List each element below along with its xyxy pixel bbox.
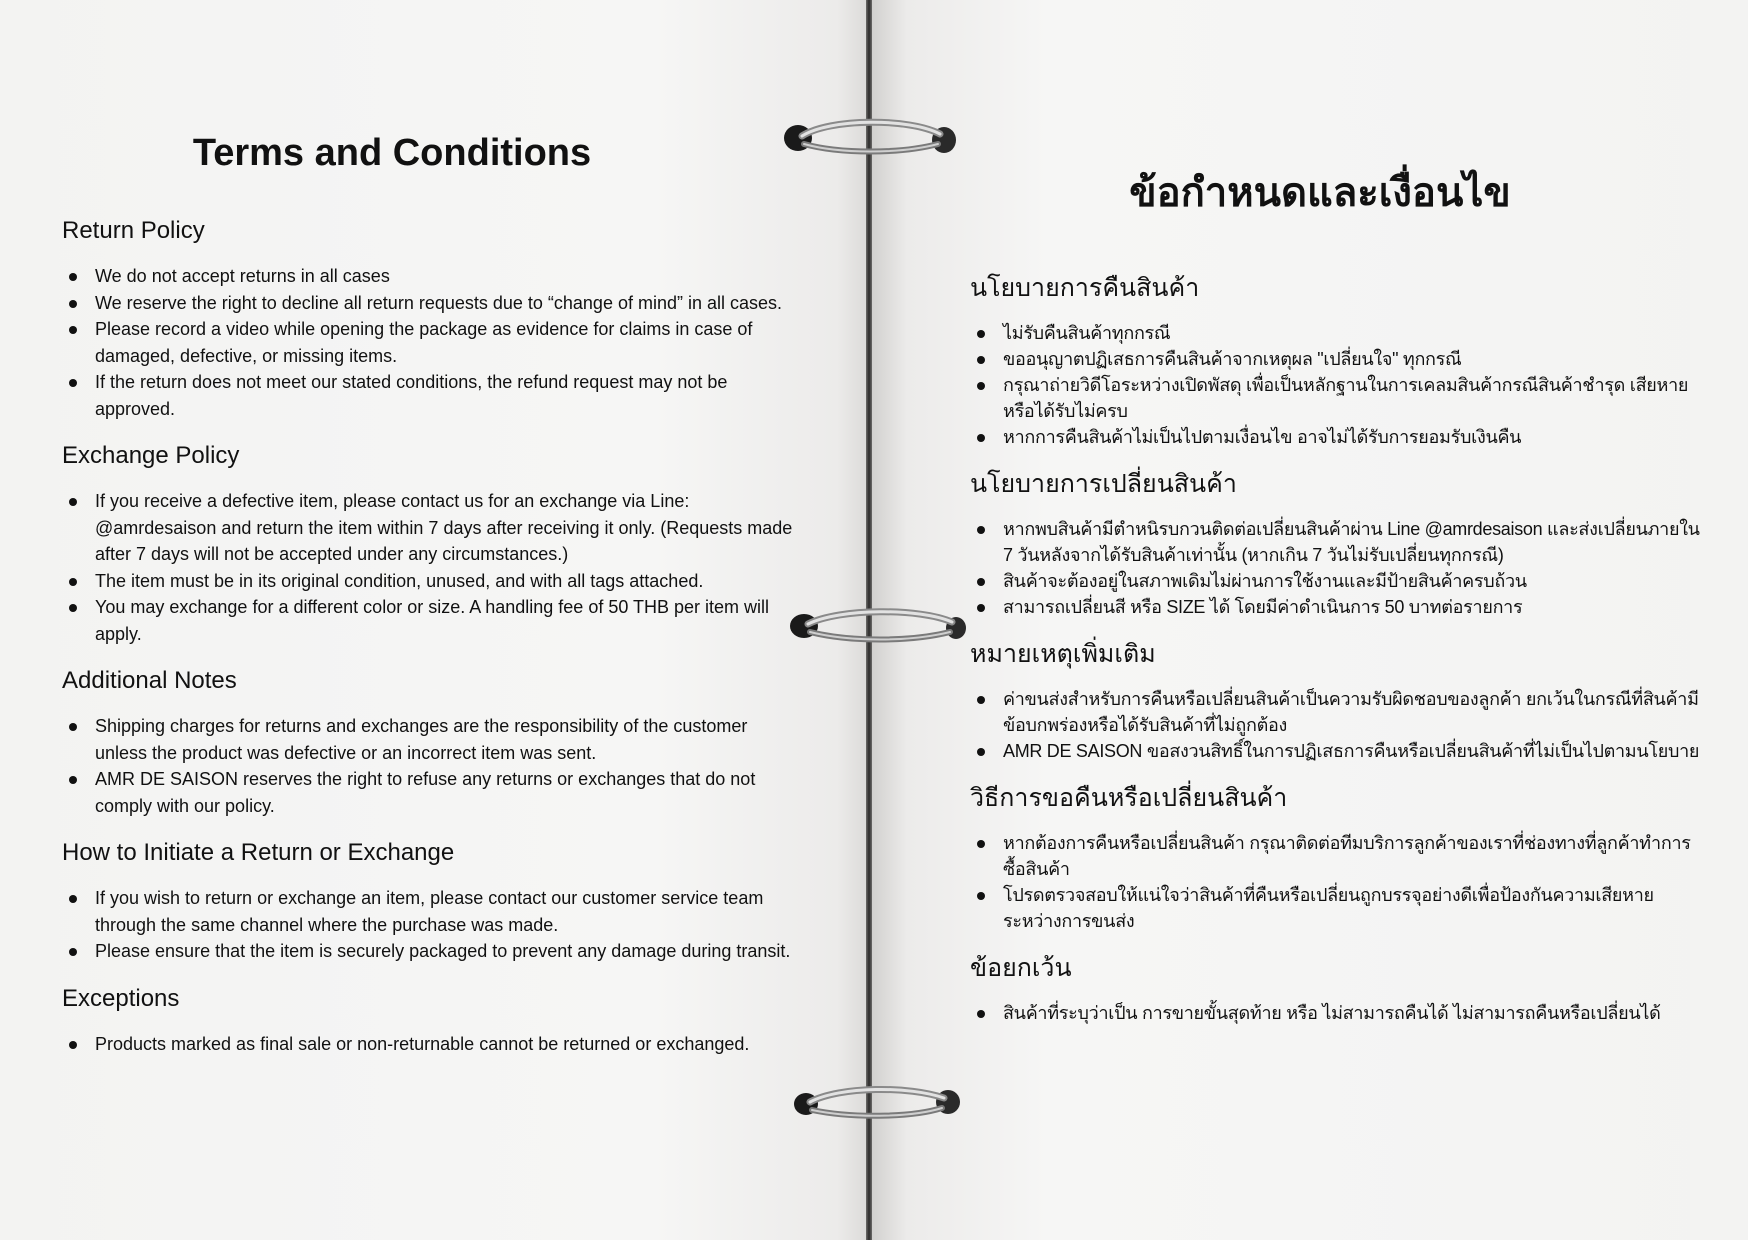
list-item: สินค้าที่ระบุว่าเป็น การขายขั้นสุดท้าย หรือ ไม่สามารถคืนได้ ไม่สามารถคืนหรือเปลี่ยนได้ [1003, 1000, 1700, 1026]
section-return-policy-th [970, 268, 1700, 450]
list-item: The item must be in its original condition, unused, and with all tags attached. [95, 568, 802, 595]
list-item: AMR DE SAISON reserves the right to refuse any returns or exchanges that do not comply with our policy. [95, 766, 802, 819]
bullet-list [62, 713, 802, 819]
binder-ring-icon [780, 1080, 980, 1140]
list-item: If you wish to return or exchange an item, please contact our customer service team through the same channel where the purchase was made. [95, 885, 802, 938]
list-item: ค่าขนส่งสำหรับการคืนหรือเปลี่ยนสินค้าเป็นความรับผิดชอบของลูกค้า ยกเว้นในกรณีที่สินค้ามีข้อบกพร่องหรือได้รับสินค้าที่ไม่ถูกต้อง [1003, 686, 1700, 738]
section-heading: Return Policy [62, 217, 205, 244]
section-heading: นโยบายการเปลี่ยนสินค้า [970, 470, 1237, 498]
section-heading: Exceptions [62, 984, 180, 1012]
list-item: หากการคืนสินค้าไม่เป็นไปตามเงื่อนไข อาจไม่ได้รับการยอมรับเงินคืน [1003, 424, 1700, 450]
list-item: Shipping charges for returns and exchanges are the responsibility of the customer unless the product was defective or an incorrect item was sent. [95, 713, 802, 766]
section-heading: Exchange Policy [62, 442, 240, 469]
list-item: สามารถเปลี่ยนสี หรือ SIZE ได้ โดยมีค่าดำเนินการ 50 บาทต่อรายการ [1003, 594, 1700, 620]
section-heading: วิธีการขอคืนหรือเปลี่ยนสินค้า [970, 784, 1288, 812]
list-item: สินค้าจะต้องอยู่ในสภาพเดิมไม่ผ่านการใช้งานและมีป้ายสินค้าครบถ้วน [1003, 568, 1700, 594]
list-item: โปรดตรวจสอบให้แน่ใจว่าสินค้าที่คืนหรือเปลี่ยนถูกบรรจุอย่างดีเพื่อป้องกันความเสียหายระหว่างการขนส่ง [1003, 882, 1700, 934]
list-item: ไม่รับคืนสินค้าทุกกรณี [1003, 320, 1700, 346]
list-item: ขออนุญาตปฏิเสธการคืนสินค้าจากเหตุผล "เปลี่ยนใจ" ทุกกรณี [1003, 346, 1700, 372]
binder-ring-icon [780, 600, 980, 660]
list-item: If the return does not meet our stated conditions, the refund request may not be approved. [95, 369, 802, 422]
english-title: Terms and Conditions [192, 132, 592, 174]
section-heading: Additional Notes [62, 667, 237, 694]
section-how-to-initiate-th [970, 778, 1700, 934]
list-item: หากพบสินค้ามีตำหนิรบกวนติดต่อเปลี่ยนสินค้าผ่าน Line @amrdesaison และส่งเปลี่ยนภายใน 7 วันหลังจากได้รับสินค้าเท่านั้น (หากเกิน 7 วันไม่รับเปลี่ยนทุกกรณี) [1003, 516, 1700, 568]
section-heading: How to Initiate a Return or Exchange [62, 839, 455, 866]
section-exceptions [62, 985, 802, 1058]
section-return-policy [62, 217, 802, 422]
list-item: We do not accept returns in all cases [95, 263, 802, 290]
section-exchange-policy-th [970, 464, 1700, 620]
list-item: We reserve the right to decline all return requests due to “change of mind” in all cases. [95, 290, 802, 317]
thai-title: ข้อกำหนดและเงื่อนไข [1129, 171, 1511, 215]
section-how-to-initiate [62, 839, 802, 965]
list-item: หากต้องการคืนหรือเปลี่ยนสินค้า กรุณาติดต่อทีมบริการลูกค้าของเราที่ช่องทางที่ลูกค้าทำการซื้อสินค้า [1003, 830, 1700, 882]
list-item: Please record a video while opening the package as evidence for claims in case of damaged, defective, or missing items. [95, 316, 802, 369]
bullet-list [970, 830, 1700, 934]
bullet-list [970, 516, 1700, 620]
section-heading: หมายเหตุเพิ่มเติม [970, 640, 1156, 668]
list-item: You may exchange for a different color or size. A handling fee of 50 THB per item will apply. [95, 594, 802, 647]
list-item: Please ensure that the item is securely packaged to prevent any damage during transit. [95, 938, 802, 965]
english-column [62, 132, 802, 1077]
bullet-list [970, 1000, 1700, 1026]
list-item: If you receive a defective item, please contact us for an exchange via Line: @amrdesaison and return the item within 7 days after receiving it only. (Requests made after 7 days will not be accepted under any circumstances.) [95, 488, 802, 568]
bullet-list [62, 263, 802, 422]
section-exceptions-th [970, 948, 1700, 1026]
list-item: Products marked as final sale or non-returnable cannot be returned or exchanged. [95, 1031, 802, 1058]
bullet-list [970, 686, 1700, 764]
list-item: AMR DE SAISON ขอสงวนสิทธิ์ในการปฏิเสธการคืนหรือเปลี่ยนสินค้าที่ไม่เป็นไปตามนโยบาย [1003, 738, 1700, 764]
section-heading: นโยบายการคืนสินค้า [970, 274, 1200, 302]
section-additional-notes [62, 667, 802, 819]
bullet-list [62, 885, 802, 965]
binder-ring-icon [780, 110, 980, 170]
bullet-list [62, 1031, 802, 1058]
section-heading: ข้อยกเว้น [970, 954, 1072, 982]
bullet-list [62, 488, 802, 647]
thai-column [970, 160, 1700, 1040]
section-exchange-policy [62, 442, 802, 647]
section-additional-notes-th [970, 634, 1700, 764]
list-item: กรุณาถ่ายวิดีโอระหว่างเปิดพัสดุ เพื่อเป็นหลักฐานในการเคลมสินค้ากรณีสินค้าชำรุด เสียหาย หรือได้รับไม่ครบ [1003, 372, 1700, 424]
bullet-list [970, 320, 1700, 450]
